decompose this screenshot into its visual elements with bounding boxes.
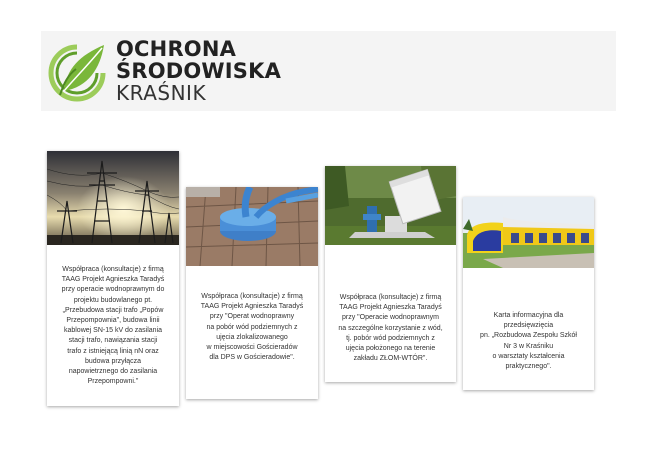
site-logo-text[interactable] bbox=[116, 39, 281, 103]
card-description: Współpraca (konsultacje) z firmą TAAG Projekt Agnieszka Taradyś przy "Operacie wodnoprawnym na szczególne korzystanie z wód, tj. pobór wód podziemnych z ujęcia położonego na terenie zakładu ZŁOM-WTÓR". bbox=[338, 294, 443, 363]
site-header bbox=[41, 31, 616, 111]
logo-line-2: ŚRODOWISKA bbox=[116, 59, 282, 83]
water-well-photo[interactable] bbox=[186, 187, 318, 266]
project-card[interactable] bbox=[325, 166, 456, 382]
card-description: Współpraca (konsultacje) z firmą TAAG Projekt Agnieszka Taradyś przy operacie wodnoprawnym do projektu budowlanego pt. „Przebudowa stacji trafo „Popów Przepompownia", budowa linii kablowej SN-15 kV do zasilania stacji trafo, nawiązania stacji trafo z istniejącą linią nN oraz budowa przyłącza napowietrznego do zasilania Przepompowni." bbox=[61, 266, 165, 386]
project-card[interactable] bbox=[186, 187, 318, 399]
water-intake-photo[interactable] bbox=[325, 166, 456, 245]
logo-line-1: OCHRONA bbox=[116, 37, 237, 61]
card-description: Karta informacyjna dla przedsięwzięcia pn. „Rozbudowa Zespołu Szkół Nr 3 w Kraśniku o warsztaty kształcenia praktycznego". bbox=[480, 312, 577, 371]
school-building-photo[interactable] bbox=[463, 197, 594, 268]
logo-line-3: KRAŚNIK bbox=[116, 81, 207, 105]
project-card[interactable] bbox=[463, 197, 594, 390]
power-lines-photo[interactable] bbox=[47, 151, 179, 245]
project-card[interactable] bbox=[47, 151, 179, 406]
card-description: Współpraca (konsultacje) z firmą TAAG Projekt Agnieszka Taradyś przy "Operat wodnoprawny na pobór wód podziemnych z ujęcia zlokalizowanego w miejscowości Gościeradów dla DPS w Gościeradowie". bbox=[200, 293, 304, 362]
leaf-logo-icon[interactable] bbox=[46, 39, 108, 105]
